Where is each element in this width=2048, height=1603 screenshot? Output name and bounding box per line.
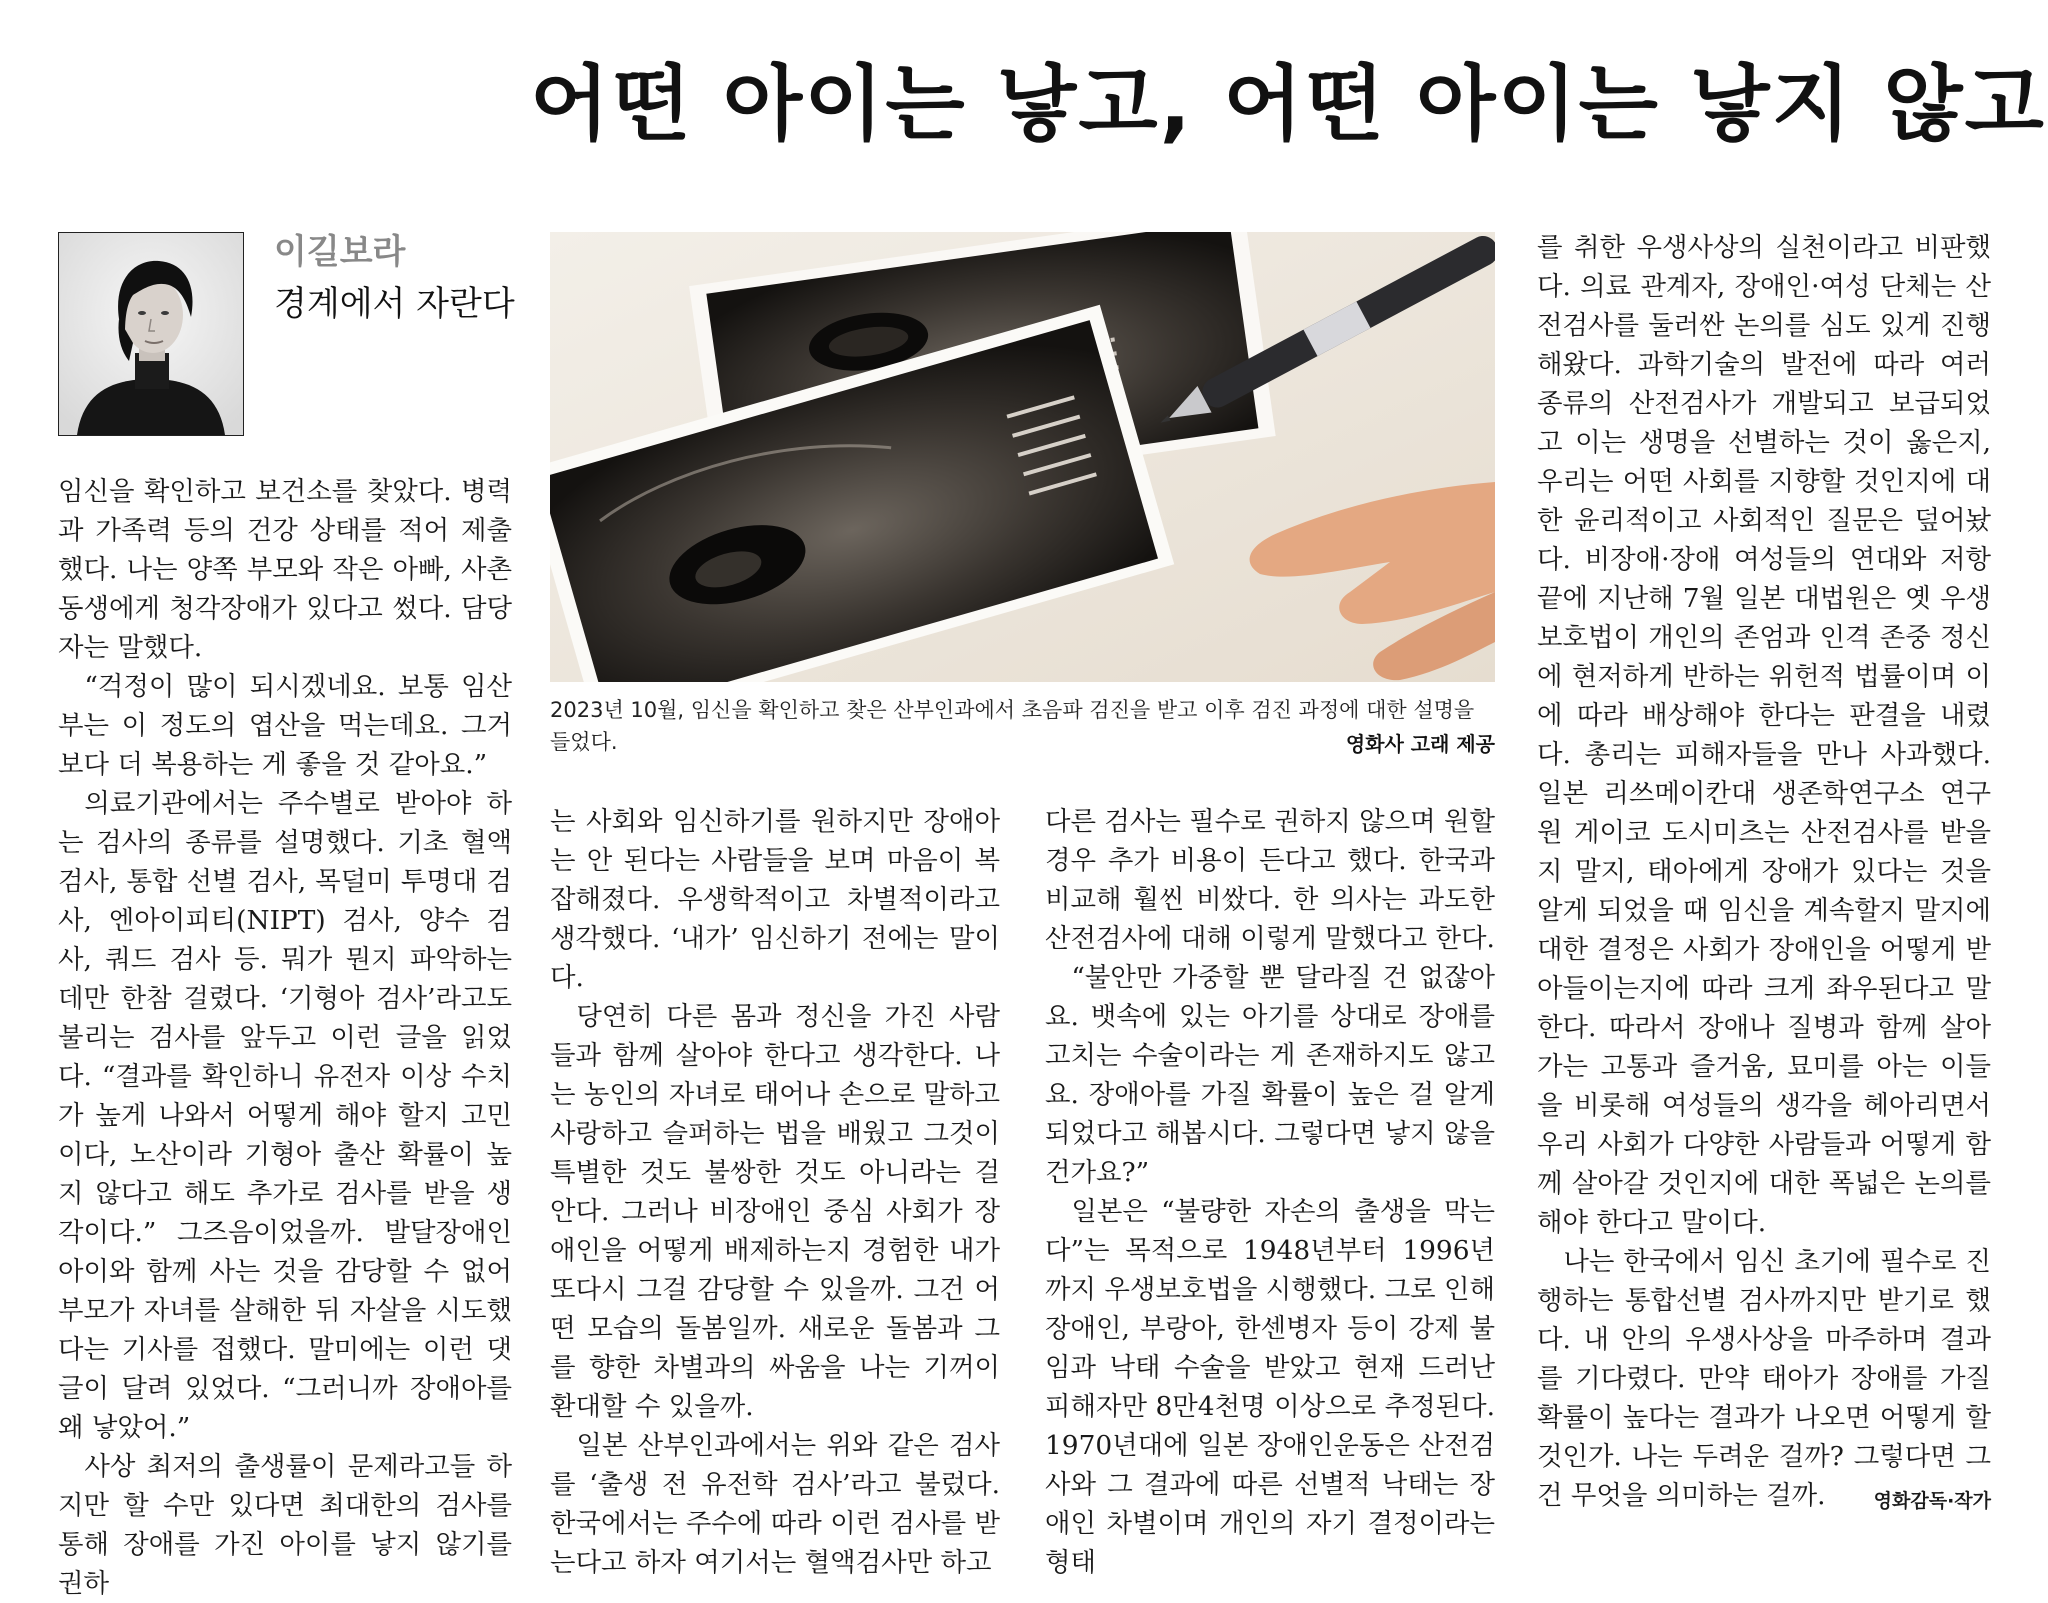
author-portrait <box>58 232 244 436</box>
paragraph: “걱정이 많이 되시겠네요. 보통 임산부는 이 정도의 엽산을 먹는데요. 그거보다 더 복용하는 게 좋을 것 같아요.” <box>58 671 512 780</box>
article-column-1 <box>58 472 512 1603</box>
paragraph: 의료기관에서는 주수별로 받아야 하는 검사의 종류를 설명했다. 기초 혈액검사, 통합 선별 검사, 목덜미 투명대 검사, 엔아이피티(NIPT) 검사, 양수 검사, 쿼드 검사 등. 뭐가 뭔지 파악하는 데만 한참 걸렸다. ‘기형아 검사’라고도 불리는 검사를 앞두고 이런 글을 읽었다. “결과를 확인하니 유전자 이상 수치가 높게 나와서 어떻게 해야 할지 고민이다, 노산이라 기형아 출산 확률이 높지 않다고 해도 추가로 검사를 받을 생각이다.” 그즈음이었을까. 발달장애인 아이와 함께 사는 것을 감당할 수 없어 부모가 자녀를 살해한 뒤 자살을 시도했다는 기사를 접했다. 말미에는 이런 댓글이 달려 있었다. “그러니까 장애아를 왜 낳았어.” <box>58 788 512 1443</box>
paragraph: 임신을 확인하고 보건소를 찾았다. 병력과 가족력 등의 건강 상태를 적어 제출했다. 나는 양쪽 부모와 작은 아빠, 사촌 동생에게 청각장애가 있다고 썼다. 담당자는 말했다. <box>58 476 512 663</box>
paragraph-text: 나는 한국에서 임신 초기에 필수로 진행하는 통합선별 검사까지만 받기로 했다. 내 안의 우생사상을 마주하며 결과를 기다렸다. 만약 태아가 장애를 가질 확률이 높다는 결과가 나오면 어떻게 할 것인가. 나는 두려운 걸까? 그렇다면 그건 무엇을 의미하는 걸까. <box>1537 1246 1991 1511</box>
paragraph: 다른 검사는 필수로 권하지 않으며 원할 경우 추가 비용이 든다고 했다. 한국과 비교해 훨씬 비쌌다. 한 의사는 과도한 산전검사에 대해 이렇게 말했다고 한다. <box>1045 806 1495 954</box>
author-name: 이길보라 <box>274 232 406 272</box>
paragraph: 당연히 다른 몸과 정신을 가진 사람들과 함께 살아야 한다고 생각한다. 나는 농인의 자녀로 태어나 손으로 말하고 사랑하고 슬퍼하는 법을 배웠고 그것이 특별한 것도 불쌍한 것도 아니라는 걸 안다. 그러나 비장애인 중심 사회가 장애인을 어떻게 배제하는지 경험한 내가 또다시 그걸 감당할 수 있을까. 그건 어떤 모습의 돌봄일까. 새로운 돌봄과 그를 향한 차별과의 싸움을 나는 기꺼이 환대할 수 있을까. <box>550 1001 1000 1422</box>
paragraph: 일본은 “불량한 자손의 출생을 막는다”는 목적으로 1948년부터 1996년까지 우생보호법을 시행했다. 그로 인해 장애인, 부랑아, 한센병자 등이 강제 불임과 낙태 수술을 받았고 현재 드러난 피해자만 8만4천명 이상으로 추정된다. 1970년대에 일본 장애인운동은 산전검사와 그 결과에 따른 선별적 낙태는 장애인 차별이며 개인의 자기 결정이라는 형태 <box>1045 1196 1495 1578</box>
article-column-3 <box>1045 802 1495 1582</box>
photo-credit: 영화사 고래 제공 <box>1345 732 1495 756</box>
paragraph <box>1537 1242 1991 1515</box>
photo-caption: 2023년 10월, 임신을 확인하고 찾은 산부인과에서 초음파 검진을 받고 이후 검진 과정에 대한 설명을 들었다. <box>550 698 1475 754</box>
paragraph: 는 사회와 임신하기를 원하지만 장애아는 안 된다는 사람들을 보며 마음이 복잡해졌다. 우생학적이고 차별적이라고 생각했다. ‘내가’ 임신하기 전에는 말이다. <box>550 806 1000 993</box>
paragraph: 사상 최저의 출생률이 문제라고들 하지만 할 수만 있다면 최대한의 검사를 통해 장애를 가진 아이를 낳지 않기를 권하 <box>58 1451 512 1599</box>
article-column-2 <box>550 802 1000 1582</box>
byline: 영화감독·작가 <box>1873 1490 1991 1512</box>
headline: 어떤 아이는 낳고, 어떤 아이는 낳지 않고 <box>530 57 2046 152</box>
ultrasound-photo <box>550 232 1495 682</box>
column-name: 경계에서 자란다 <box>274 284 515 324</box>
paragraph: “불안만 가중할 뿐 달라질 건 없잖아요. 뱃속에 있는 아기를 상대로 장애를 고치는 수술이라는 게 존재하지도 않고요. 장애아를 가질 확률이 높은 걸 알게 되었다고 해봅시다. 그렇다면 낳지 않을 건가요?” <box>1045 962 1495 1188</box>
paragraph: 일본 산부인과에서는 위와 같은 검사를 ‘출생 전 유전학 검사’라고 불렀다. 한국에서는 주수에 따라 이런 검사를 받는다고 하자 여기서는 혈액검사만 하고 <box>550 1430 1000 1578</box>
paragraph: 를 취한 우생사상의 실천이라고 비판했다. 의료 관계자, 장애인·여성 단체는 산전검사를 둘러싼 논의를 심도 있게 진행해왔다. 과학기술의 발전에 따라 여러 종류의 산전검사가 개발되고 보급되었고 이는 생명을 선별하는 것이 옳은지, 우리는 어떤 사회를 지향할 것인지에 대한 윤리적이고 사회적인 질문은 덮어놨다. 비장애·장애 여성들의 연대와 저항 끝에 지난해 7월 일본 대법원은 옛 우생보호법이 개인의 존엄과 인격 존중 정신에 현저하게 반하는 위헌적 법률이며 이에 따라 배상해야 한다는 판결을 내렸다. 총리는 피해자들을 만나 사과했다. 일본 리쓰메이칸대 생존학연구소 연구원 게이코 도시미츠는 산전검사를 받을지 말지, 태아에게 장애가 있다는 것을 알게 되었을 때 임신을 계속할지 말지에 대한 결정은 사회가 장애인을 어떻게 받아들이는지에 따라 크게 좌우된다고 말한다. 따라서 장애나 질병과 함께 살아가는 고통과 즐거움, 묘미를 아는 이들을 비롯해 여성들의 생각을 헤아리면서 우리 사회가 다양한 사람들과 어떻게 함께 살아갈 것인지에 대한 폭넓은 논의를 해야 한다고 말이다. <box>1537 232 1991 1238</box>
article-column-4 <box>1537 228 1991 1521</box>
